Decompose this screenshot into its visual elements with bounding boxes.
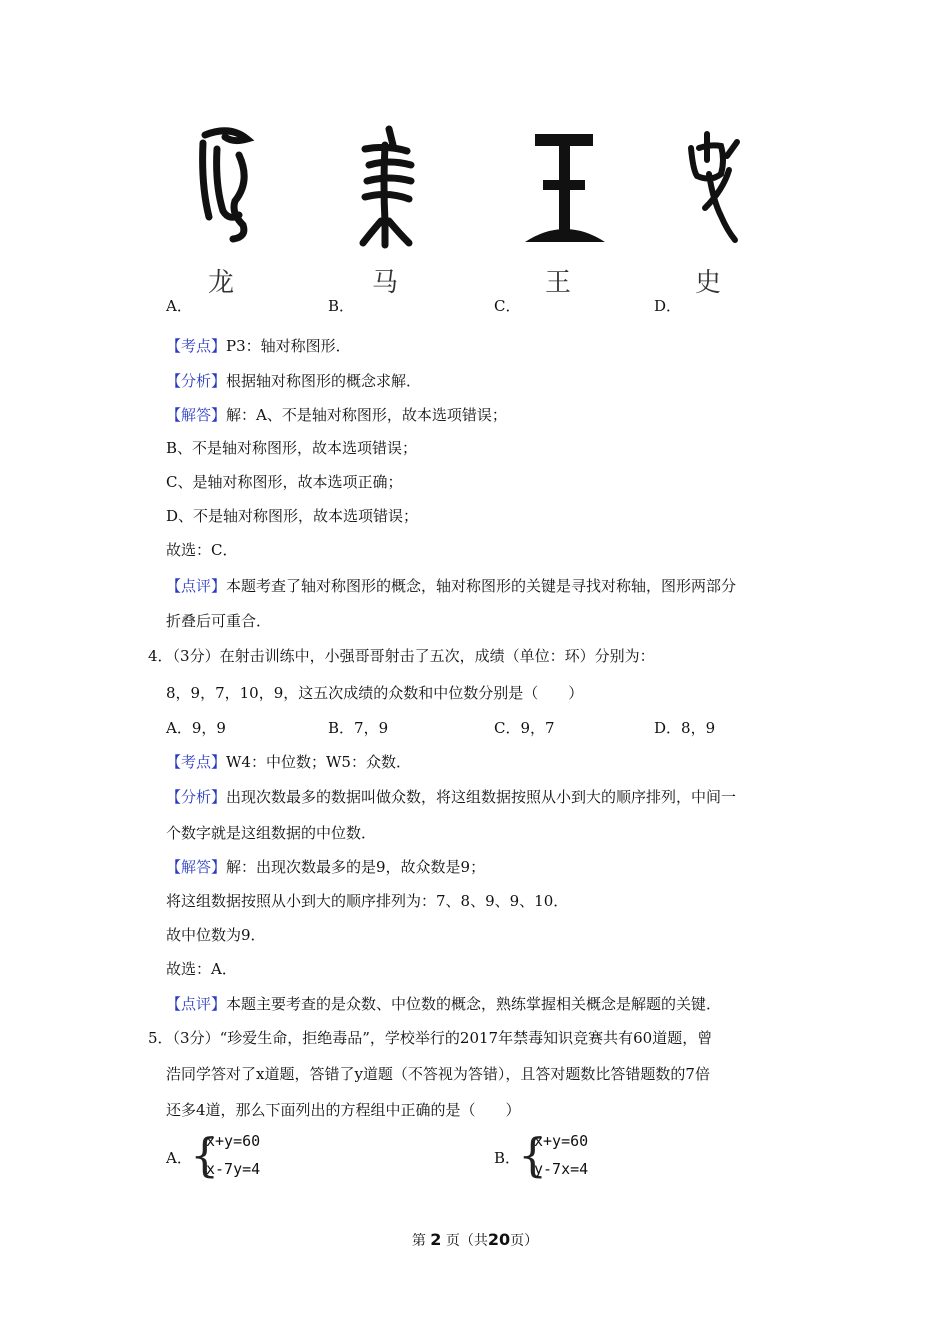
q5-stem-3: 还多4道，那么下面列出的方程组中正确的是（ ） (166, 1101, 521, 1119)
q4-fenxi: 【分析】出现次数最多的数据叫做众数，将这组数据按照从小到大的顺序排列，中间一 (166, 788, 737, 806)
q4-fenxi-cont: 个数字就是这组数据的中位数． (166, 824, 377, 842)
q3-line-c: C、是轴对称图形，故本选项正确； (166, 473, 403, 491)
caption-ma: 马 (372, 268, 399, 298)
q5-b-brace: { (518, 1128, 548, 1182)
glyph-long-image (195, 125, 265, 245)
page-footer: 第 2 页（共20页） (411, 1230, 539, 1249)
q5-option-a: A． (166, 1149, 192, 1167)
page-number: 2 (430, 1230, 442, 1249)
q3-line-b: B、不是轴对称图形，故本选项错误； (166, 439, 418, 457)
q4-jieda: 【解答】解：出现次数最多的是9，故众数是9； (166, 858, 486, 876)
q5-stem-2: 浩同学答对了x道题，答错了y道题（不答视为答错），且答对题数比答错题数的7倍 (166, 1065, 710, 1083)
q5-a-eq-1: x+y=60 (206, 1132, 261, 1150)
caption-wang: 王 (545, 268, 572, 298)
q3-choose: 故选：C． (166, 541, 238, 559)
q3-line-d: D、不是轴对称图形，故本选项错误； (166, 507, 419, 525)
q3-fenxi: 【分析】根据轴对称图形的概念求解． (166, 372, 422, 390)
q3-dianping: 【点评】本题考查了轴对称图形的概念，轴对称图形的关键是寻找对称轴，图形两部分 (166, 577, 737, 595)
q5-b-eq-1: x+y=60 (534, 1132, 589, 1150)
q4-kaodian: 【考点】W4：中位数；W5：众数． (166, 753, 411, 771)
q4-jieda-line-2: 将这组数据按照从小到大的顺序排列为：7、8、9、9、10． (166, 892, 569, 910)
q4-jieda-line-3: 故中位数为9． (166, 926, 266, 944)
q3-dianping-cont: 折叠后可重合． (166, 612, 272, 630)
glyph-shi-image (683, 130, 743, 245)
q3-jieda: 【解答】解：A、不是轴对称图形，故本选项错误； (166, 406, 507, 424)
q4-choose: 故选：A． (166, 960, 237, 978)
page-total: 20 (487, 1230, 511, 1249)
q5-b-eq-2: y-7x=4 (534, 1160, 589, 1178)
q5-stem-1: 5．（3分）“珍爱生命，拒绝毒品”，学校举行的2017年禁毒知识竞赛共有60道题，曾 (148, 1029, 713, 1047)
q4-option-b: B．7，9 (328, 719, 389, 737)
q4-stem-1: 4．（3分）在射击训练中，小强哥哥射击了五次，成绩（单位：环）分别为： (148, 647, 655, 665)
q3-kaodian: 【考点】P3：轴对称图形． (166, 337, 351, 355)
glyph-wang-image (525, 130, 605, 245)
caption-shi: 史 (695, 268, 722, 298)
q4-stem-2: 8，9，7，10，9，这五次成绩的众数和中位数分别是（ ） (166, 684, 584, 702)
glyph-ma-image (355, 125, 420, 250)
q4-option-d: D．8，9 (654, 719, 716, 737)
q3-option-b: B． (328, 297, 355, 315)
caption-long: 龙 (208, 268, 235, 298)
q3-option-d: D． (654, 297, 682, 315)
q5-option-b: B． (494, 1149, 521, 1167)
q5-a-brace: { (190, 1128, 220, 1182)
q4-dianping: 【点评】本题主要考查的是众数、中位数的概念，熟练掌握相关概念是解题的关键． (166, 995, 722, 1013)
q3-option-c: C． (494, 297, 521, 315)
q4-option-c: C．9，7 (494, 719, 555, 737)
q4-option-a: A．9，9 (166, 719, 226, 737)
q3-option-a: A． (166, 297, 192, 315)
q5-a-eq-2: x-7y=4 (206, 1160, 261, 1178)
